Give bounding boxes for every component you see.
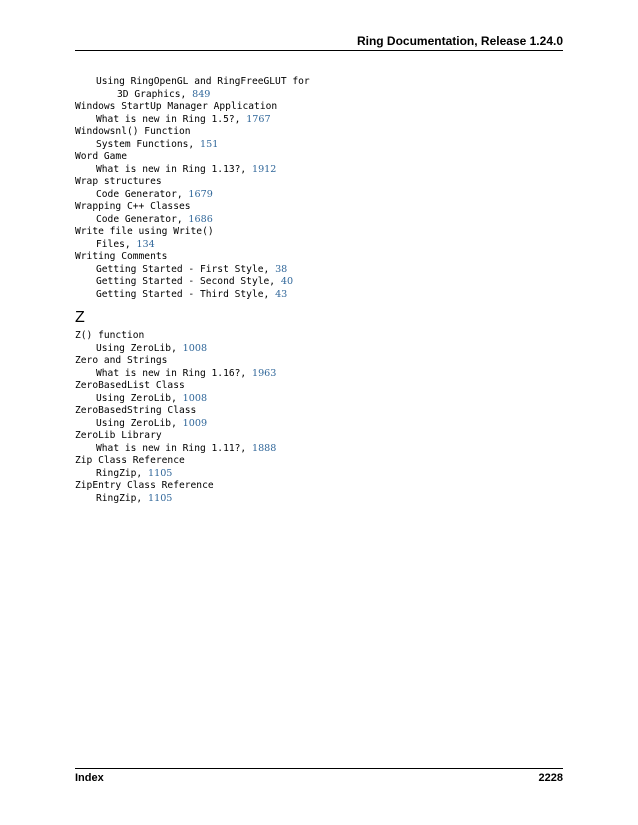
index-subentry — [75, 343, 563, 356]
index-subentry — [75, 443, 563, 456]
index-entry-text: Z() function — [75, 330, 145, 341]
index-entry-text: Write file using Write() — [75, 226, 214, 237]
index-entry-text: 3D Graphics, — [117, 88, 187, 100]
index-entry-text: Windowsnl() Function — [75, 126, 191, 137]
index-entry-text: Windows StartUp Manager Application — [75, 101, 278, 112]
index-subentry — [75, 468, 563, 481]
index-entry-text: Zero and Strings — [75, 355, 168, 366]
index-body — [75, 76, 563, 505]
index-term — [75, 251, 563, 264]
page-reference-link[interactable]: 1912 — [251, 163, 277, 175]
index-term — [75, 126, 563, 139]
index-entry-text: ZipEntry Class Reference — [75, 480, 214, 491]
index-entry-text: Using RingOpenGL and RingFreeGLUT for — [96, 76, 310, 87]
footer-rule — [75, 768, 563, 769]
index-subentry — [75, 493, 563, 506]
page-reference-link[interactable]: 151 — [199, 138, 219, 150]
index-entry-text: Writing Comments — [75, 251, 168, 262]
index-entry-text: Getting Started - Second Style, — [96, 276, 276, 287]
index-subentry — [75, 76, 563, 89]
index-term — [75, 355, 563, 368]
page-reference-link[interactable]: 38 — [275, 263, 288, 275]
index-subentry — [75, 264, 563, 277]
index-entry-text: Getting Started - Third Style, — [96, 288, 270, 300]
header-rule — [75, 50, 563, 51]
index-entry-text: Getting Started - First Style, — [96, 263, 270, 275]
index-entry-text: Word Game — [75, 151, 127, 162]
index-term — [75, 101, 563, 114]
index-entry-text: Using ZeroLib, — [96, 392, 177, 404]
index-subentry — [75, 164, 563, 177]
footer-page-number: 2228 — [538, 772, 563, 784]
page-reference-link[interactable]: 1963 — [251, 367, 277, 379]
index-entry-text: What is new in Ring 1.16?, — [96, 367, 247, 379]
page-reference-link[interactable]: 1105 — [148, 467, 173, 479]
index-entry-text: Code Generator, — [96, 188, 183, 200]
page-reference-link[interactable]: 1767 — [246, 113, 271, 125]
index-subentry — [75, 214, 563, 227]
index-entry-text: Using ZeroLib, — [96, 417, 177, 429]
page-reference-link[interactable]: 1888 — [251, 442, 277, 454]
index-entry-text: RingZip, — [96, 492, 143, 504]
index-term — [75, 430, 563, 443]
page-reference-link[interactable]: 849 — [192, 88, 211, 100]
index-subentry — [75, 189, 563, 202]
index-term — [75, 480, 563, 493]
index-subentry — [75, 239, 563, 252]
index-entry-text: What is new in Ring 1.11?, — [96, 442, 247, 454]
page-reference-link[interactable]: 134 — [136, 238, 155, 250]
index-entry-text: Zip Class Reference — [75, 455, 185, 466]
index-entry-text: Wrapping C++ Classes — [75, 201, 191, 212]
index-term — [75, 226, 563, 239]
page-reference-link[interactable]: 1008 — [182, 392, 208, 404]
page-reference-link[interactable]: 43 — [275, 288, 288, 300]
running-header-title: Ring Documentation, Release 1.24.0 — [356, 34, 563, 48]
index-term — [75, 176, 563, 189]
index-entry-text: Using ZeroLib, — [96, 342, 177, 354]
page-reference-link[interactable]: 1679 — [188, 188, 213, 200]
index-subentry — [75, 368, 563, 381]
index-subentry — [75, 276, 563, 289]
footer-section-label: Index — [75, 772, 104, 784]
index-entry-text: Files, — [96, 238, 131, 250]
index-term — [75, 330, 563, 343]
page-reference-link[interactable]: 1009 — [182, 417, 208, 429]
index-subentry — [75, 114, 563, 127]
index-entry-text: ZeroBasedString Class — [75, 405, 197, 416]
page-reference-link[interactable]: 1105 — [148, 492, 173, 504]
section-heading-z: Z — [75, 309, 85, 326]
index-entry-text: What is new in Ring 1.13?, — [96, 163, 247, 175]
index-term — [75, 151, 563, 164]
index-entry-text: Code Generator, — [96, 213, 183, 225]
index-entry-text: System Functions, — [96, 138, 195, 150]
page-reference-link[interactable]: 1008 — [182, 342, 208, 354]
index-entry-text: What is new in Ring 1.5?, — [96, 113, 241, 125]
index-list-z — [75, 330, 563, 505]
index-term — [75, 380, 563, 393]
index-entry-text: Wrap structures — [75, 176, 162, 187]
index-entry-text: ZeroBasedList Class — [75, 380, 185, 391]
index-term — [75, 405, 563, 418]
index-subentry — [75, 393, 563, 406]
index-subentry — [75, 139, 563, 152]
index-entry-text: ZeroLib Library — [75, 430, 162, 441]
index-term — [75, 455, 563, 468]
index-entry-text: RingZip, — [96, 467, 143, 479]
page-reference-link[interactable]: 1686 — [188, 213, 213, 225]
index-list-w — [75, 76, 563, 301]
index-subentry — [75, 418, 563, 431]
index-term — [75, 201, 563, 214]
page-reference-link[interactable]: 40 — [280, 276, 294, 287]
index-subentry — [75, 289, 563, 302]
index-subentry — [75, 89, 563, 102]
